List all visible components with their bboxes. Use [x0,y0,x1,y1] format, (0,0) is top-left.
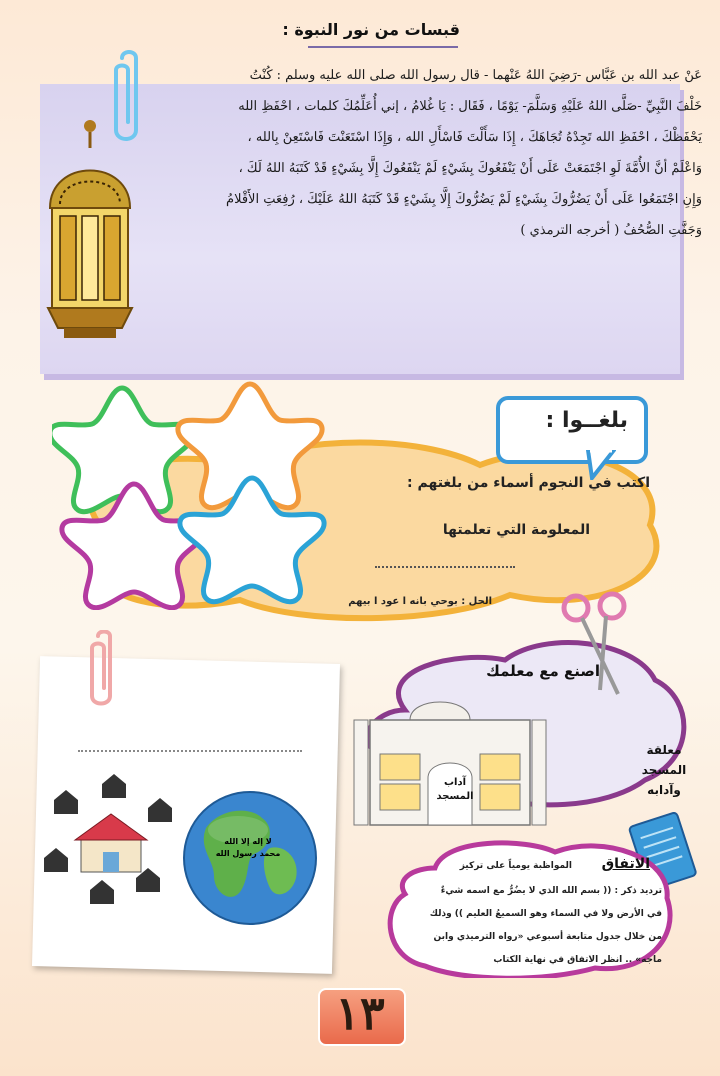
door-label-line: المسجد [436,791,474,802]
balghoo-instruction: اكتب في النجوم أسماء من بلغتهم : [407,475,650,491]
house-icon [75,814,147,872]
mosque-label-line: وآدابه [647,783,681,797]
mosque-label [624,740,704,800]
stars-group [52,380,352,610]
mosque-illustration [350,700,550,830]
answer-dotted-line [375,566,515,568]
title-underline [78,750,302,752]
hadith-title: قبسات من نور النبوة : [282,20,460,39]
shahada-line-1: لا إله إلا الله [224,837,272,846]
hadith-line: وَجَفَّتِ الصُّحُفُ ( أخرجه الترمذي ) [520,223,702,238]
make-title: اصنع مع معلمك [486,662,600,680]
door-label-line: آداب [443,777,467,788]
hadith-line: عَنْ عبد الله بن عَبَّاس -رَضِيَ اللهُ عَنْهما - قال رسول الله صلى الله عليه وسلم : كُنْتُ [249,68,702,83]
hadith-line: وَاعْلَمْ أنَّ الأُمَّةَ لَوِ اجْتَمَعَتْ عَلَى أَنْ يَنْفَعُوكَ بِشَيْءٍ لَمْ يَنْفَعُوكَ إِلَّا بِشَيْءٍ قَدْ كَتَبَهُ اللهُ لَكَ ، [238,161,702,176]
hadith-text [142,60,702,246]
lantern-icon [30,118,150,348]
balghoo-title: بلغــوا : [545,408,628,433]
door-label [430,776,480,804]
learned-info-label: المعلومة التي تعلمتها [442,522,590,538]
scissors-icon [560,590,640,700]
agreement-title: الاتفاق [601,856,650,872]
agreement-line: ماجه» .. انظر الاتفاق في نهاية الكتاب [493,955,662,965]
shahada-line-2: محمد رسول الله [215,849,281,858]
page-number: ١٣ [335,986,385,1040]
title-underline [308,46,458,48]
agreement-text [414,880,662,972]
houses-illustration [36,770,186,920]
agreement-line: ترديد ذكر : (( بسم الله الذي لا يضُرُّ مع اسمه شيءٌ [440,886,662,896]
hadith-line: خَلْفَ النَّبِيِّ -صَلَّى اللهُ عَلَيْهِ وَسَلَّمَ- يَوْمًا ، فَقَال : يَا غُلامُ ، إني أُعَلِّمُكَ كلمات ، احْفَظِ الله [238,99,702,114]
hadith-line: يَحْفَظْكَ ، احْفَظِ الله تَجِدْهُ تُجَاهَكَ ، إِذَا سَأَلْتَ فَاسْأَلِ الله ، وَإِذَا اسْتَعَنْتَ فَاسْتَعِنْ بِالله ، [247,130,702,145]
agreement-subtitle: المواظبة يومياً على تركيز [459,861,572,871]
agreement-line: في الأرض ولا في السماء وهو السميعُ العليم )) وذلك [429,909,662,919]
agreement-line: من خلال جدول متابعة أسبوعي «رواه الترميذي وابن [433,932,662,942]
mosque-label-line: معلقة المسجد [641,743,687,777]
globe-text [208,836,288,860]
hadith-line: وَإِنِ اجْتَمَعُوا عَلَى أَنْ يَضُرُّوكَ بِشَيْءٍ لَمْ يَضُرُّوكَ إِلَّا بِشَيْءٍ قَدْ كَتَبَهُ اللهُ عَلَيْكَ ، رُفِعَتِ الأَقْلامُ [226,192,702,207]
paperclip-icon [86,630,122,710]
answer-text: الحل : بوحي بانه ا عود ا بيهم [348,596,492,607]
